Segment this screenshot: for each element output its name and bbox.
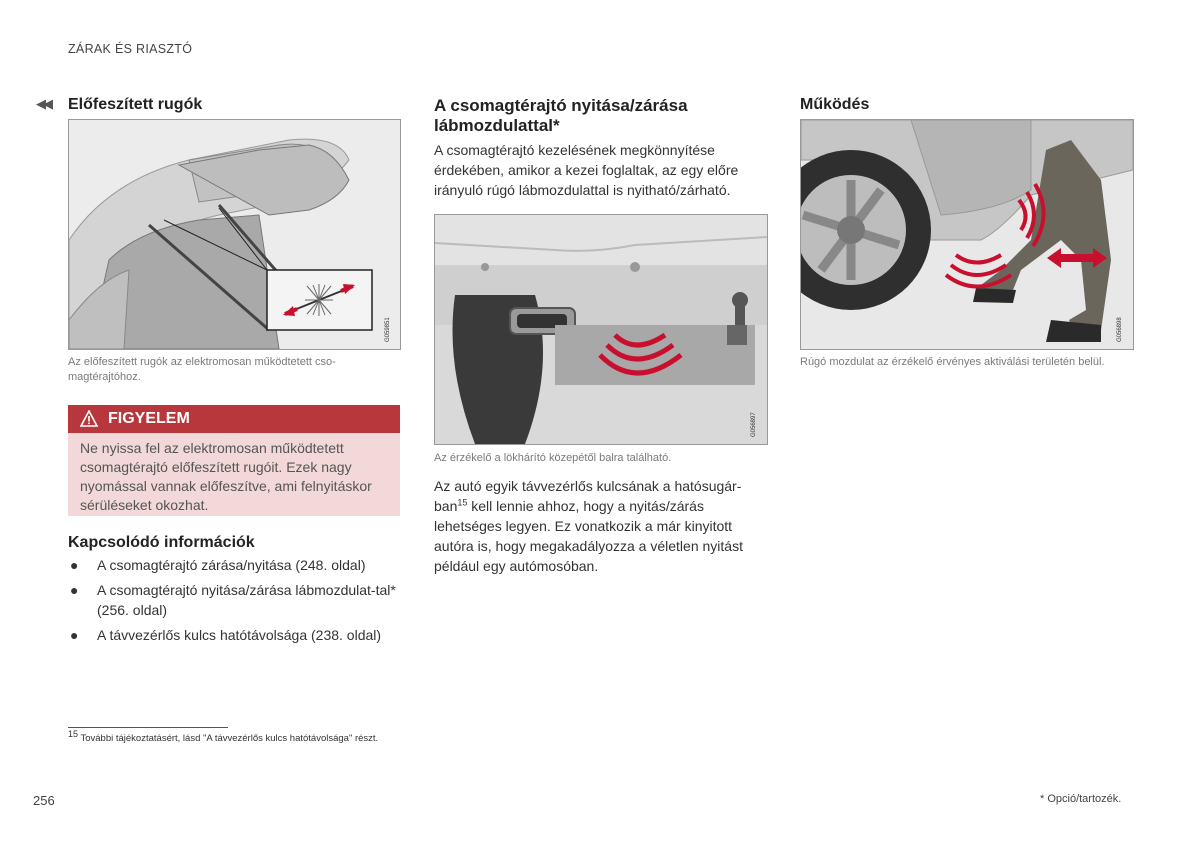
left-figure-caption: Az előfeszített rugók az elektromosan működtetett cso-magtérajtóhoz. — [68, 356, 336, 383]
list-item-text: A távvezérlős kulcs hatótávolsága (238. oldal) — [97, 627, 382, 643]
warning-title: FIGYELEM — [108, 410, 190, 427]
left-section-title: Előfeszített rugók — [68, 96, 203, 113]
figure-code: G059851 — [385, 317, 391, 342]
footnote-number: 15 — [68, 728, 79, 739]
warning-triangle-icon — [80, 410, 98, 427]
kick-motion-illustration — [801, 120, 1133, 349]
related-info-list — [68, 555, 403, 650]
para-start: Az autó egyik távvezérlős kulcsának a hatósugár-ban — [434, 478, 742, 514]
footnote-text: További tájékoztatásért, lásd "A távvezérlős kulcs hatótávolsága" részt. — [80, 733, 379, 744]
middle-body-text — [434, 476, 762, 576]
middle-section-title: A csomagtérajtó nyitása/zárása lábmozdulattal* — [434, 96, 688, 135]
figure-kick-motion — [800, 119, 1134, 350]
double-chevron-left-icon[interactable]: ◀◀ — [36, 96, 50, 111]
tailgate-springs-illustration — [69, 120, 400, 349]
figure-tailgate-springs — [68, 119, 401, 350]
footnote-ref[interactable]: 15 — [457, 497, 468, 508]
list-item[interactable] — [68, 625, 403, 645]
section-header: ZÁRAK ÉS RIASZTÓ — [68, 42, 193, 56]
figure-bumper-sensor — [434, 214, 768, 445]
bumper-sensor-illustration — [435, 215, 767, 444]
para-end: kell lennie ahhoz, hogy a nyitás/zárás lehetséges legyen. Ez vonatkozik a már kinyitott autóra is, hogy megakadályozza a véletlen nyitást például egy autómosóban. — [434, 498, 743, 574]
figure-code: G056898 — [1117, 317, 1123, 342]
list-item[interactable] — [68, 580, 403, 620]
bullet-icon: ● — [70, 557, 79, 573]
bullet-icon: ● — [70, 627, 79, 643]
warning-text: Ne nyissa fel az elektromosan működtetett csomagtérajtó előfeszített rugóit. Ezek nagy nyomással vannak előfeszítve, ami felnyitáskor sérüléseket okozhat. — [80, 440, 372, 513]
related-info-title: Kapcsolódó információk — [68, 534, 255, 551]
figure-code: G056897 — [751, 412, 757, 437]
warning-header — [68, 405, 400, 433]
footnote — [68, 728, 379, 744]
list-item-text: A csomagtérajtó nyitása/zárása lábmozdulat-tal* (256. oldal) — [97, 582, 396, 618]
option-note: * Opció/tartozék. — [1040, 793, 1122, 805]
bullet-icon: ● — [70, 582, 79, 598]
footnote-divider — [68, 727, 228, 728]
page-number: 256 — [33, 793, 55, 808]
list-item-text: A csomagtérajtó zárása/nyitása (248. oldal) — [97, 557, 366, 573]
middle-intro-text: A csomagtérajtó kezelésének megkönnyítése érdekében, amikor a kezei foglaltak, az egy előre irányuló rúgó lábmozdulattal is nyitható/zárható. — [434, 142, 739, 198]
right-section-title: Működés — [800, 96, 870, 113]
middle-figure-caption: Az érzékelő a lökhárító közepétől balra található. — [434, 452, 672, 464]
warning-body — [68, 433, 400, 516]
right-figure-caption: Rúgó mozdulat az érzékelő érvényes aktiválási területén belül. — [800, 356, 1105, 368]
list-item[interactable] — [68, 555, 403, 575]
